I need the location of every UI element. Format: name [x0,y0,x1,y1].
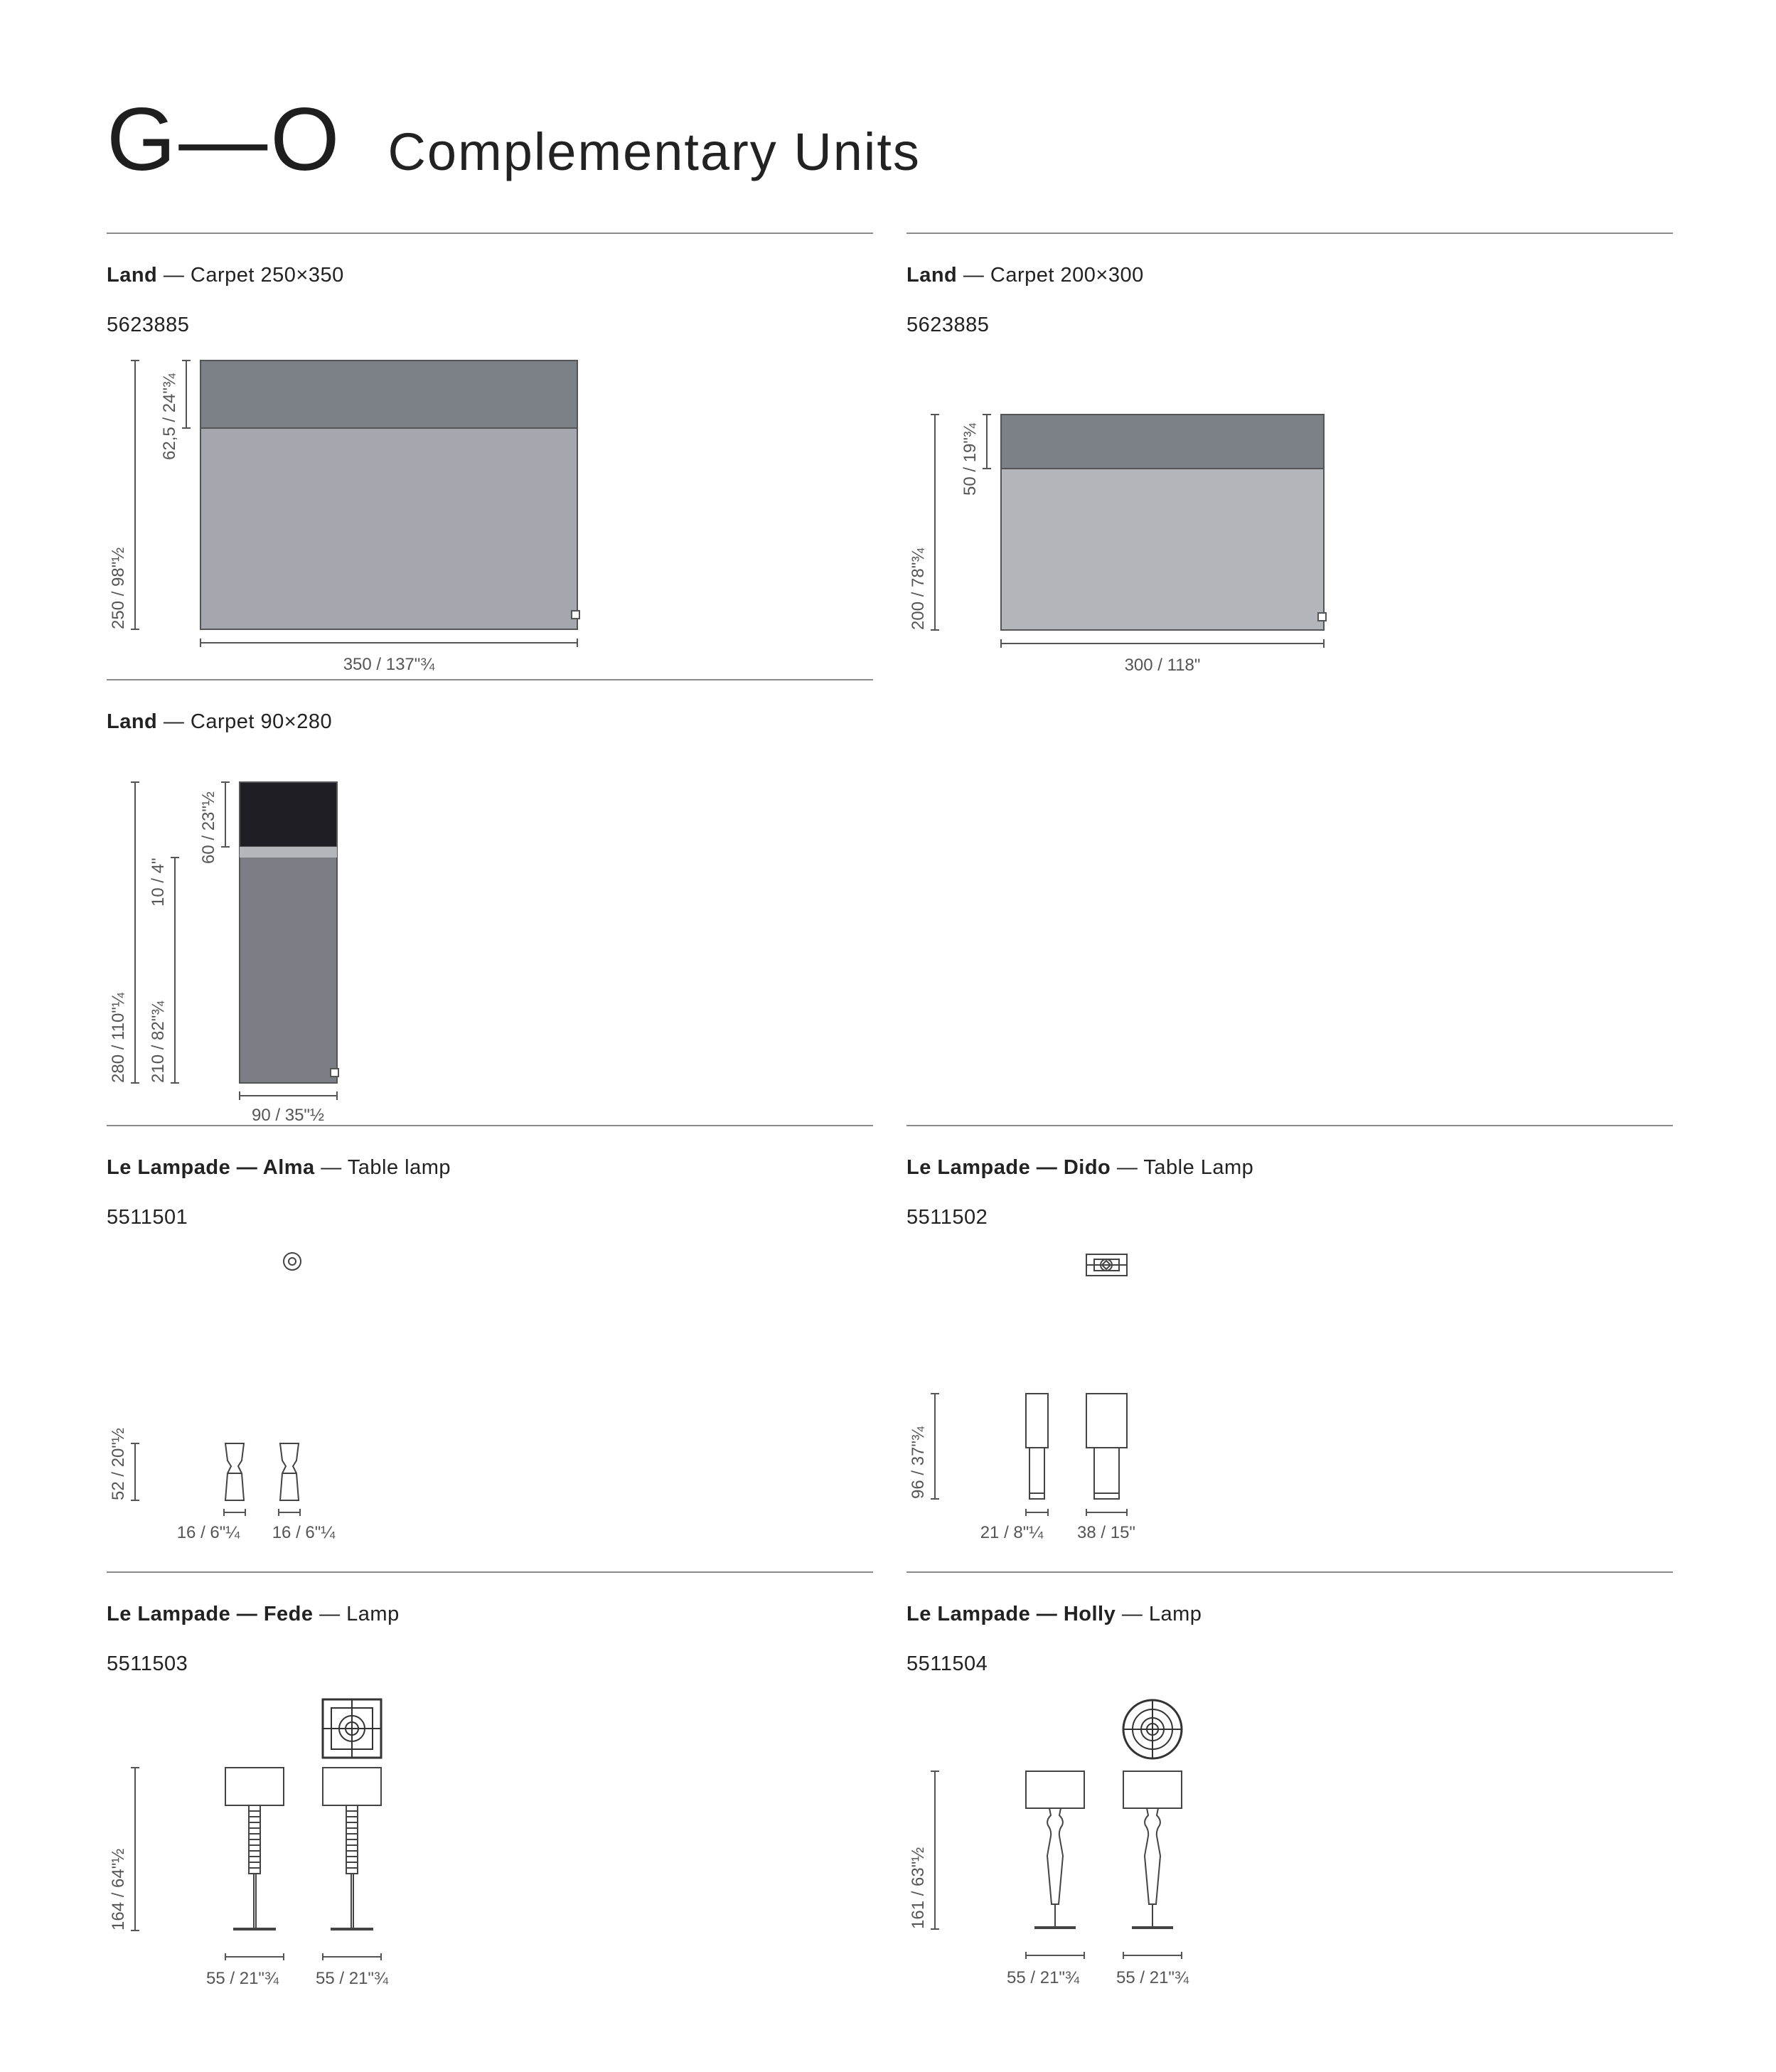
product-code: 5511501 [107,1206,188,1229]
corner-tag-icon [1318,613,1326,621]
lamp-top-view-icon [1123,1700,1182,1758]
product-alma-table-lamp [107,1125,873,1571]
product-land-carpet-250x350 [107,233,873,679]
dimension-width-b [1086,1509,1127,1516]
lamp-drawing [906,1571,1673,1998]
product-description: — Carpet 200×300 [963,264,1144,287]
carpet-drawing [906,233,1673,679]
product-model: — Holly [1036,1603,1116,1625]
dimension-width-a [1026,1509,1048,1516]
section-code: G—O [107,90,343,189]
carpet-drawing [107,233,873,679]
lamp-side-view-a [225,1768,284,1929]
product-code: 5623885 [906,314,990,336]
dim-label-width-a: 55 / 21"¾ [1007,1968,1079,1987]
dimension-height-total [931,415,939,630]
product-description: — Table lamp [321,1156,451,1179]
product-model: — Dido [1036,1156,1111,1179]
product-brand: Land [107,264,158,287]
dim-label-width: 350 / 137"¾ [343,655,435,674]
lamp-side-view-b [280,1443,299,1500]
dim-label-width-a: 16 / 6"¼ [176,1523,240,1542]
dimension-height [931,1771,939,1929]
dimension-band [182,361,191,428]
dim-label-top: 60 / 23"½ [199,791,218,864]
dimension-width [240,1091,337,1100]
dim-label-width-b: 16 / 6"¼ [272,1523,336,1542]
product-land-carpet-90x280 [107,679,873,1126]
dim-label-height: 52 / 20"½ [109,1428,128,1500]
dimension-width-b [323,1953,381,1960]
lamp-drawing [107,1571,873,1998]
dim-label-height: 164 / 64"½ [109,1848,128,1931]
carpet-top-band [240,782,337,847]
dimension-width-a [225,1953,284,1960]
product-brand: Le Lampade [906,1156,1031,1179]
dim-label-width: 90 / 35"½ [252,1106,324,1125]
dimension-width-a [1026,1952,1084,1959]
product-brand: Le Lampade [107,1603,231,1625]
lamp-top-view-icon [284,1253,301,1270]
product-brand: Land [107,710,158,733]
dimension-top [221,782,230,847]
product-model: — Fede [236,1603,314,1625]
lamp-drawing [107,1125,873,1571]
lamp-side-view-b [1123,1771,1182,1928]
corner-tag-icon [572,611,579,619]
dim-label-lower: 210 / 82"¾ [149,1000,168,1083]
carpet-band [1001,415,1324,469]
dim-label-height-total: 250 / 98"½ [109,547,128,629]
dim-label-width: 300 / 118" [1124,656,1201,675]
carpet-drawing [107,679,873,1126]
dimension-height [131,1443,139,1500]
product-brand: Le Lampade [906,1603,1031,1625]
dim-label-width-b: 55 / 21"¾ [1116,1968,1189,1987]
dim-label-stripe: 10 / 4" [149,858,168,907]
dim-label-width-b: 38 / 15" [1077,1523,1135,1542]
dimension-height-total [131,361,139,629]
product-holly-lamp [906,1571,1673,1998]
product-code: 5511502 [906,1206,988,1229]
product-fede-lamp [107,1571,873,1998]
carpet-stripe [240,847,337,858]
product-description: — Lamp [319,1603,400,1625]
lamp-top-view-icon [323,1699,381,1758]
dim-label-height: 96 / 37"¾ [909,1426,928,1499]
product-brand: Land [906,264,958,287]
dimension-height [931,1394,939,1499]
dim-label-width-a: 21 / 8"¼ [980,1523,1044,1542]
product-code: 5511503 [107,1652,188,1675]
product-land-carpet-200x300 [906,233,1673,679]
product-description: — Lamp [1121,1603,1202,1625]
lamp-side-view-a [225,1443,244,1500]
lamp-side-view-a [1026,1394,1048,1499]
product-brand: Le Lampade [107,1156,231,1179]
dimension-width-b [279,1509,300,1516]
lamp-drawing [906,1125,1673,1571]
dim-label-height-total: 280 / 110"¼ [109,993,128,1083]
dimension-width-b [1123,1952,1182,1959]
dimension-width [1001,639,1324,648]
dim-label-width-a: 55 / 21"¾ [206,1969,279,1988]
product-code: 5511504 [906,1652,988,1675]
dimension-width [200,639,577,647]
lamp-side-view-a [1026,1771,1084,1928]
product-description: — Carpet 90×280 [163,710,333,733]
page-title [107,89,921,196]
dim-label-band: 62,5 / 24"¾ [160,373,179,460]
carpet-band [200,361,577,428]
dim-label-width-b: 55 / 21"¾ [316,1969,388,1988]
product-description: — Table Lamp [1116,1156,1254,1179]
product-code: 5623885 [107,314,190,336]
lamp-side-view-b [323,1768,381,1929]
dimension-lower [171,858,179,1083]
lamp-side-view-b [1086,1394,1127,1499]
dimension-band [983,415,991,469]
dimension-height [131,1768,139,1931]
corner-tag-icon [331,1069,338,1077]
product-model: — Alma [236,1156,315,1179]
dim-label-band: 50 / 19"¾ [961,423,980,496]
product-dido-table-lamp [906,1125,1673,1571]
dimension-width-a [224,1509,245,1516]
lamp-top-view-icon [1086,1254,1127,1276]
section-title: Complementary Units [387,122,921,181]
product-description: — Carpet 250×350 [163,264,344,287]
dimension-height-total [131,782,139,1083]
dim-label-height: 161 / 63"½ [909,1847,928,1929]
dim-label-height-total: 200 / 78"¾ [909,548,928,630]
